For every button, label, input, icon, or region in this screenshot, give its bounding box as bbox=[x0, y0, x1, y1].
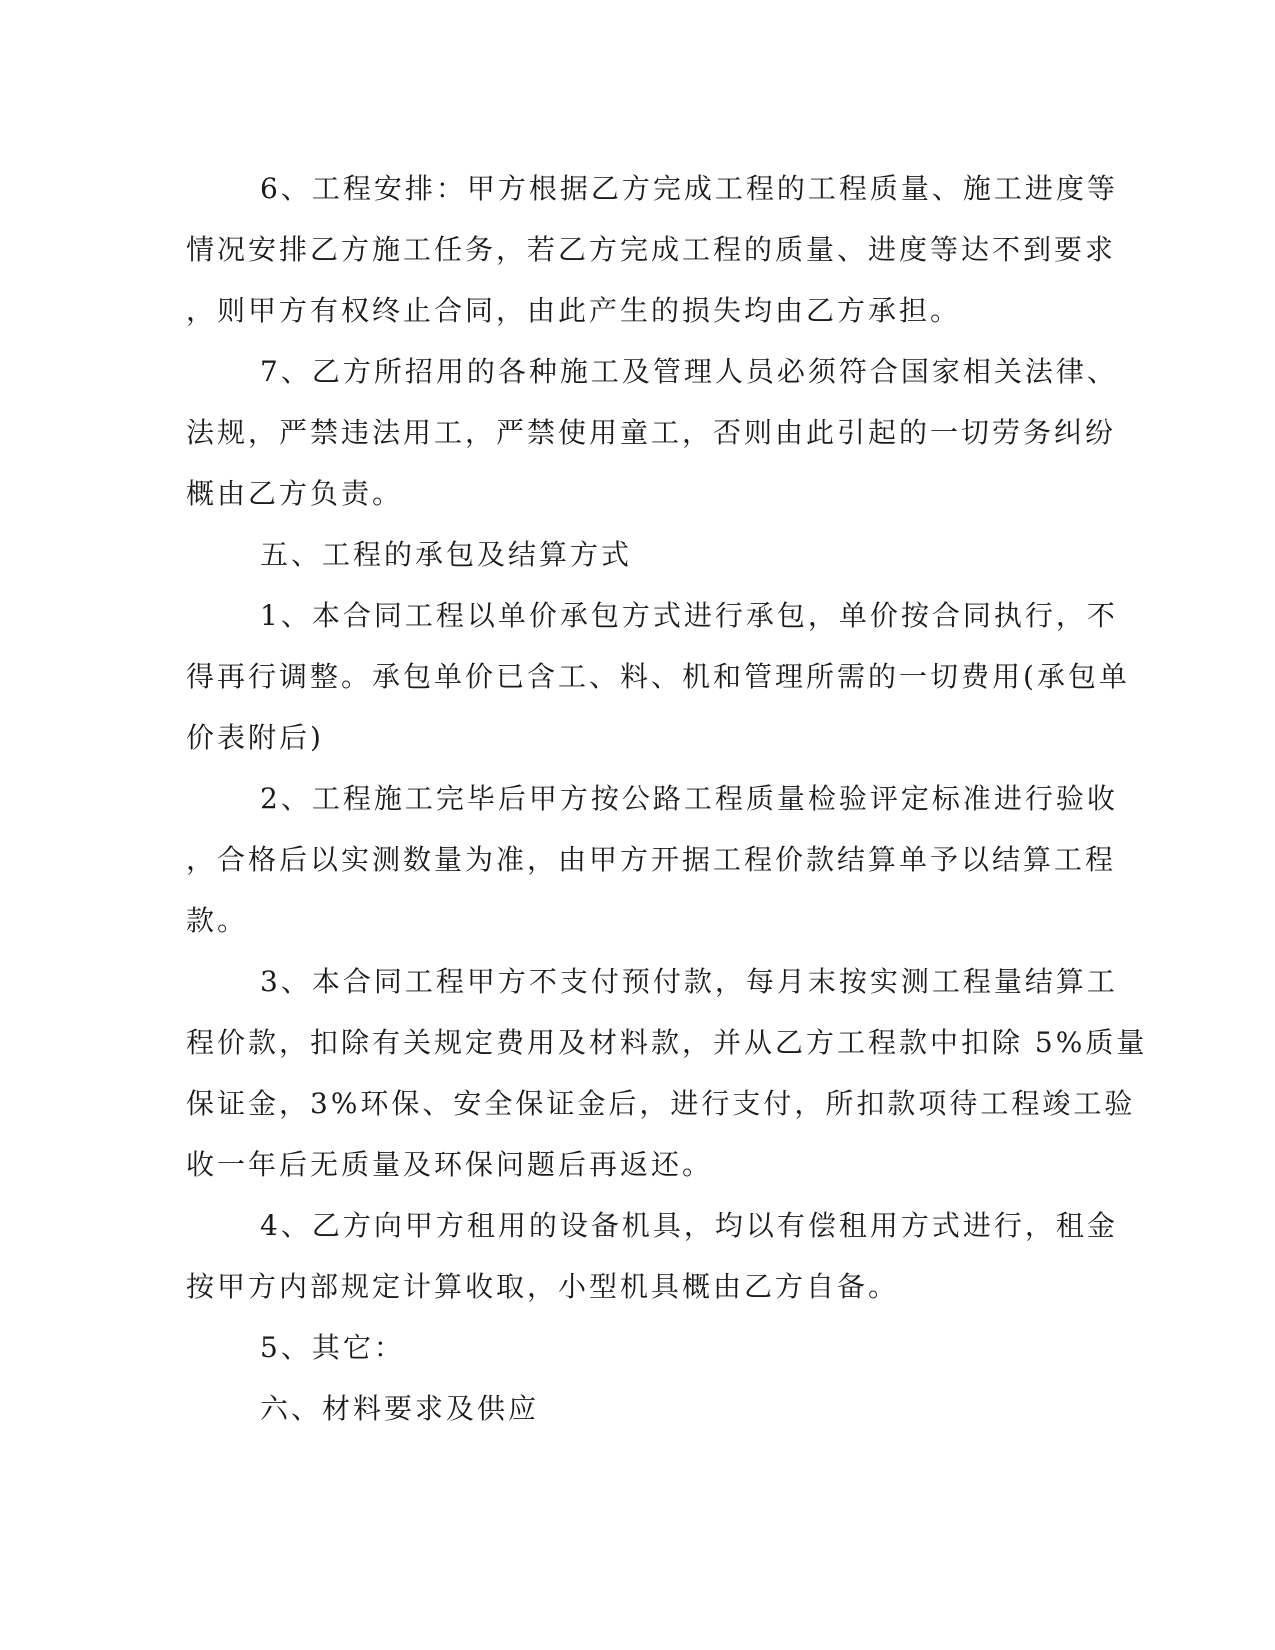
paragraph-line: 6、工程安排：甲方根据乙方完成工程的工程质量、施工进度等 bbox=[260, 172, 1118, 205]
paragraph-line: 1、本合同工程以单价承包方式进行承包，单价按合同执行，不 bbox=[260, 599, 1118, 632]
paragraph-line: 价表附后) bbox=[186, 721, 324, 754]
section-heading: 六、材料要求及供应 bbox=[260, 1392, 540, 1425]
paragraph-line: 得再行调整。承包单价已含工、料、机和管理所需的一切费用(承包单 bbox=[186, 660, 1130, 693]
paragraph-line: ，合格后以实测数量为准，由甲方开据工程价款结算单予以结算工程 bbox=[186, 843, 1117, 876]
paragraph-line: 程价款，扣除有关规定费用及材料款，并从乙方工程款中扣除 5%质量 bbox=[186, 1026, 1148, 1059]
paragraph-line: 2、工程施工完毕后甲方按公路工程质量检验评定标准进行验收 bbox=[260, 782, 1118, 815]
paragraph-line: 3、本合同工程甲方不支付预付款，每月末按实测工程量结算工 bbox=[260, 965, 1118, 998]
paragraph-line: 7、乙方所招用的各种施工及管理人员必须符合国家相关法律、 bbox=[260, 355, 1118, 388]
paragraph-line: 法规，严禁违法用工，严禁使用童工，否则由此引起的一切劳务纠纷 bbox=[186, 416, 1117, 449]
paragraph-line: 款。 bbox=[186, 904, 249, 937]
paragraph-line: 情况安排乙方施工任务，若乙方完成工程的质量、进度等达不到要求 bbox=[186, 233, 1117, 266]
paragraph-line: 4、乙方向甲方租用的设备机具，均以有偿租用方式进行，租金 bbox=[260, 1209, 1118, 1242]
paragraph-line: ，则甲方有权终止合同，由此产生的损失均由乙方承担。 bbox=[186, 294, 962, 327]
paragraph-line: 按甲方内部规定计算收取，小型机具概由乙方自备。 bbox=[186, 1270, 900, 1303]
section-heading: 五、工程的承包及结算方式 bbox=[260, 538, 633, 571]
paragraph-line: 概由乙方负责。 bbox=[186, 477, 404, 510]
document-body bbox=[186, 158, 1148, 1439]
paragraph-line: 5、其它： bbox=[260, 1331, 405, 1364]
paragraph-line: 收一年后无质量及环保问题后再返还。 bbox=[186, 1148, 714, 1181]
paragraph-line: 保证金，3%环保、安全保证金后，进行支付，所扣款项待工程竣工验 bbox=[186, 1087, 1136, 1120]
